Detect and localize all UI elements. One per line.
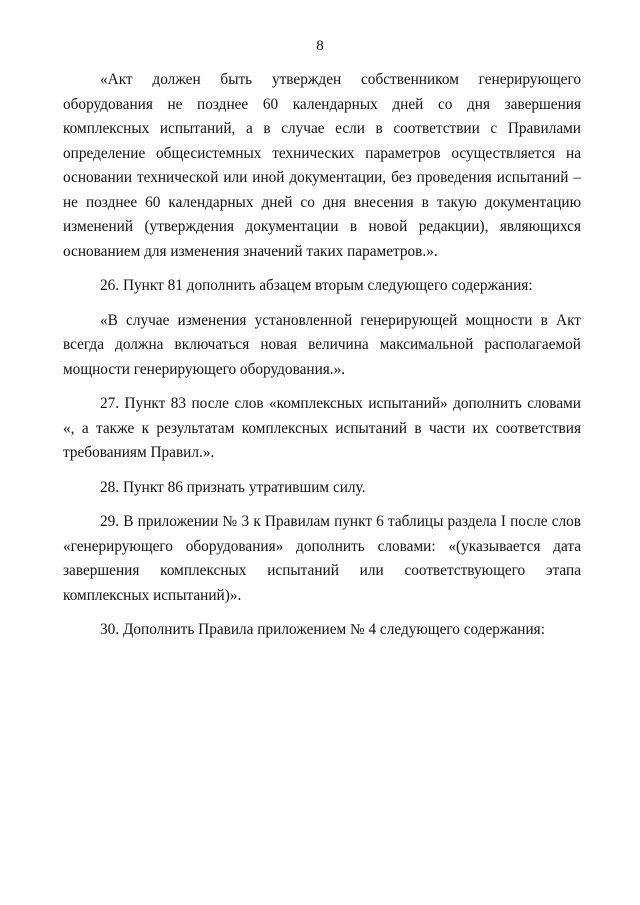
paragraph-item-26: 26. Пункт 81 дополнить абзацем вторым следующего содержания: (100, 277, 533, 294)
paragraph-item-27: 27. Пункт 83 после слов «комплексных испытаний» дополнить словами «, а также к результатам комплексных испытаний в части их соответствия требованиям Правил.». (63, 395, 581, 461)
paragraph-act-approval: «Акт должен быть утвержден собственником генерирующего оборудования не позднее 60 календарных дней со дня завершения комплексных испытаний, а в случае если в соответствии с Правилами определение общесистемных технических параметров осуществляется на основании технической или иной документации, без проведения испытаний – не позднее 60 календарных дней со дня внесения в такую документацию изменений (утверждения документации в новой редакции), являющихся основанием для изменения значений таких параметров.». (63, 71, 581, 260)
paragraph-item-28: 28. Пункт 86 признать утратившим силу. (100, 478, 366, 496)
page-number: 8 (316, 38, 324, 54)
document-body (63, 68, 581, 653)
paragraph-item-30: 30. Дополнить Правила приложением № 4 следующего содержания: (100, 621, 545, 638)
paragraph-item-26-quote: «В случае изменения установленной генерирующей мощности в Акт всегда должна включаться новая величина максимальной располагаемой мощности генерирующего оборудования.». (63, 311, 581, 378)
paragraph-item-29: 29. В приложении № 3 к Правилам пункт 6 таблицы раздела I после слов «генерирующего оборудования» дополнить словами: «(указывается дата завершения комплексных испытаний или соответствующего этапа комплексных испытаний)». (63, 513, 581, 604)
